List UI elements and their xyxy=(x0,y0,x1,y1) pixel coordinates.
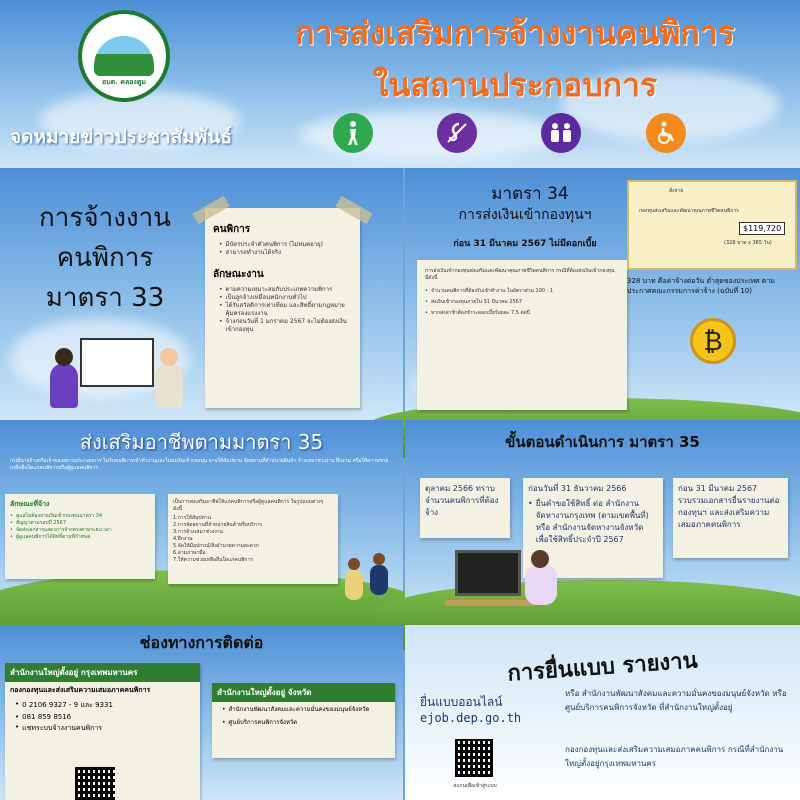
section-34-subtitle: การส่งเงินเข้ากองทุนฯ xyxy=(458,207,592,223)
section-34-title: มาตรา 34 xyxy=(491,184,569,204)
section-35 xyxy=(0,420,403,625)
cheque-label: กองทุนส่งเสริมและพัฒนาคุณภาพชีวิตคนพิการ xyxy=(639,208,739,214)
section-35-right-item: 3.การจ้างเหมาช่วงงาน xyxy=(173,529,223,535)
step-3-card xyxy=(673,478,788,558)
newsletter-subtitle: จดหมายข่าวประชาสัมพันธ์ xyxy=(10,126,232,148)
contact-chat[interactable]: • แชทระบบจ้างงานคนพิการ xyxy=(5,722,200,735)
step-1-text: ตุลาคม 2566 ทราบจำนวนคนพิการที่ต้องจ้าง xyxy=(425,484,499,517)
report-section xyxy=(405,625,800,800)
page-title-line1: การส่งเสริมการจ้างงานคนพิการ xyxy=(295,14,735,52)
section-35-right-item: 1.การให้สัมปทาน xyxy=(173,515,212,521)
section-33-title-line1: การจ้างงาน xyxy=(39,203,171,233)
page-title-line2: ในสถานประกอบการ xyxy=(372,66,658,104)
computer-worker-illustration xyxy=(445,545,575,625)
section-35-right-lead: เป็นการส่งเสริมอาชีพให้แก่คนพิการหรือผู้ดูแลคนพิการ ในรูปแบบต่างๆ ดังนี้ xyxy=(173,499,324,512)
step-3-text: ก่อน 31 มีนาคม 2567 รวบรวมเอกสารยื่นรายงานต่อกองทุนฯ และส่งเสริมความเสมอภาคคนพิการ xyxy=(678,484,780,529)
section-35-right-item: 6.ล่ามภาษามือ xyxy=(173,550,206,556)
report-title: การยื่นแบบ รายงาน xyxy=(506,648,699,687)
contact-qr-code-icon[interactable] xyxy=(75,767,115,800)
contact-box1-head: สำนักงานใหญ่ตั้งอยู่ กรุงเทพมหานคร xyxy=(5,663,200,682)
contact-box-province xyxy=(212,683,395,758)
wheelchair-icon xyxy=(646,113,686,153)
section-33-card xyxy=(205,208,360,408)
report-qr-code-icon[interactable] xyxy=(455,739,493,777)
section-35-left-item: • ผู้ดูแลคนพิการได้สิทธิ์ตามที่กำหนด xyxy=(10,534,150,541)
contact-box-bangkok xyxy=(5,663,200,800)
contact-center: • ศูนย์บริการคนพิการจังหวัด xyxy=(212,717,395,728)
section-35-steps xyxy=(405,420,800,625)
section-33-title-line3: มาตรา 33 xyxy=(45,283,165,313)
step-2-item: • ยื่นคำขอใช้สิทธิ์ ต่อ สำนักงานจัดหางานกรุงเทพ (ตามเขตพื้นที่) หรือ สำนักงานจัดหางานจังหวัด เพื่อใช้สิทธิ์ประจำปี 2567 xyxy=(528,498,658,546)
contact-mobile[interactable]: • 081 859 8516 xyxy=(5,712,200,722)
logo-text: อบต. คลองตูม xyxy=(101,78,147,86)
card-heading-disabled: คนพิการ xyxy=(213,224,251,235)
section-33 xyxy=(0,168,403,420)
contact-phone[interactable]: • 0 2106 9327 - 9 และ 9331 xyxy=(5,699,200,712)
section-35-left-card xyxy=(5,494,155,579)
section-35-left-item: • ดูแลไม่ต้องจ่ายเงินเข้ากองทุนมาตรา 34 xyxy=(10,513,150,520)
report-body-line1: หรือ สำนักงานพัฒนาสังคมและความมั่นคงของมนุษย์จังหวัด หรือศูนย์บริการคนพิการจังหวัด ที่สำนักงานใหญ่ตั้งอยู่ xyxy=(565,689,787,712)
section-35-right-item: 2.การจัดสถานที่จำหน่ายสินค้าหรือบริการ xyxy=(173,522,263,528)
online-label: ยื่นแบบออนไลน์ xyxy=(420,695,503,709)
section-35-left-item: • สัญญาตามรอบปี 2567 xyxy=(10,520,150,527)
section-35-right-card xyxy=(168,494,338,584)
step-1-card xyxy=(420,478,510,538)
card-item: • ตามความเหมาะสมกับประเภทความพิการ xyxy=(213,286,352,294)
logo-seal-icon xyxy=(94,36,154,76)
card-item: • ได้รับสวัสดิการเท่าเทียม และสิทธิ์ตามกฎหมายคุ้มครองแรงงาน xyxy=(213,302,352,318)
musicians-illustration xyxy=(340,550,395,610)
section-34-deadline: ก่อน 31 มีนาคม 2567 ไม่มีดอกเบี้ย xyxy=(453,239,597,249)
steps-title: ขั้นตอนดำเนินการ มาตรา 35 xyxy=(505,433,700,451)
contact-office: • สำนักงานพัฒนาสังคมและความมั่นคงของมนุษย์จังหวัด xyxy=(212,702,395,717)
step-2-head: ก่อนวันที่ 31 ธันวาคม 2566 xyxy=(528,484,627,493)
contact-section xyxy=(0,625,403,800)
contact-box2-head: สำนักงานใหญ่ตั้งอยู่ จังหวัด xyxy=(212,683,395,702)
card-item: • เป็นลูกจ้างเหมือนพนักงานทั่วไป xyxy=(213,294,352,302)
cheque-corner: สั่งจ่าย xyxy=(669,188,684,194)
section-35-right-item: 7.ให้ความช่วยเหลืออื่นใดแก่คนพิการ xyxy=(173,557,253,563)
section-34 xyxy=(405,168,800,420)
cheque xyxy=(627,180,797,270)
family-icon xyxy=(541,113,581,153)
section-34-lead: การส่งเงินเข้ากองทุนส่งเสริมและพัฒนาคุณภาพชีวิตคนพิการ กรณีที่ต้องส่งเงินเข้ากองทุน มีดังนี้ xyxy=(425,268,615,281)
section-34-item: • ส่งเงินเข้ากองทุนภายใน 31 มีนาคม 2567 xyxy=(425,299,619,306)
card-item: • สามารถทำงานได้จริง xyxy=(213,249,352,257)
header-banner xyxy=(0,0,800,168)
cheque-amount: $119,720 xyxy=(739,222,785,235)
section-35-title: ส่งเสริมอาชีพตามมาตรา 35 xyxy=(79,430,324,454)
card-item: • มีบัตรประจำตัวคนพิการ (ไม่หมดอายุ) xyxy=(213,241,352,249)
deaf-icon xyxy=(437,113,477,153)
contact-title: ช่องทางการติดต่อ xyxy=(139,633,264,652)
logo xyxy=(78,10,170,102)
online-url-link[interactable]: ejob.dep.go.th xyxy=(420,711,522,725)
section-33-title-line2: คนพิการ xyxy=(56,243,154,273)
qr-caption: สแกนเพื่อเข้าสู่ระบบ xyxy=(453,783,497,789)
blind-person-icon xyxy=(333,113,373,153)
section-35-right-item: 5.จัดให้มีอุปกรณ์/สิ่งอำนวยความสะดวก xyxy=(173,543,259,549)
section-35-left-item: • จัดส่งเอกสารแสดงการจ้างตรงตามระยะเวลา xyxy=(10,527,150,534)
card-item: • จ้างก่อนวันที่ 1 มกราคม 2567 จะไม่ต้องส่งเงินเข้ากองทุน xyxy=(213,318,352,334)
section-34-item: • หากส่งล่าช้าต้องชำระดอกเบี้ยร้อยละ 7.5 ต่อปี xyxy=(425,310,619,317)
cheque-note: (328 บาท x 365 วัน) xyxy=(724,240,772,246)
bitcoin-coin-icon: ₿ xyxy=(690,318,736,364)
rate-text: 328 บาท คือค่าจ้างต่อวัน ต่ำสุดของประเทศ ตามประกาศคณะกรรมการค่าจ้าง (ฉบับที่ 10) xyxy=(627,277,775,295)
workers-illustration xyxy=(50,333,190,413)
section-34-item: • จำนวนคนพิการที่ต้องรับเข้าทำงาน ในอัตราส่วน 100 : 1 xyxy=(425,288,619,295)
section-33-title xyxy=(20,198,190,318)
section-35-intro: กรณีนายจ้างหรือเจ้าของสถานประกอบการ ไม่รับคนพิการเข้าทำงานและไม่ส่งเงินเข้ากองทุน อาจให้สัมปทาน จัดสถานที่จำหน่ายสินค้า จ้างเหมาช่วงงาน ฝึกงาน หรือให้ความช่วยเหลืออื่นใดแก่คนพิการหรือผู้ดูแลคนพิการ xyxy=(10,458,389,471)
section-35-right-item: 4.ฝึกงาน xyxy=(173,536,193,542)
card-heading-work: ลักษณะงาน xyxy=(213,269,264,280)
section-34-card xyxy=(417,260,627,410)
section-35-left-head: ลักษณะที่จ้าง xyxy=(10,500,50,508)
contact-box1-sub: กองกองทุนและส่งเสริมความเสมอภาคคนพิการ xyxy=(10,686,151,694)
report-body-line2: กองกองทุนและส่งเสริมความเสมอภาคคนพิการ กรณีที่สำนักงานใหญ่ตั้งอยู่กรุงเทพมหานคร xyxy=(565,745,784,768)
